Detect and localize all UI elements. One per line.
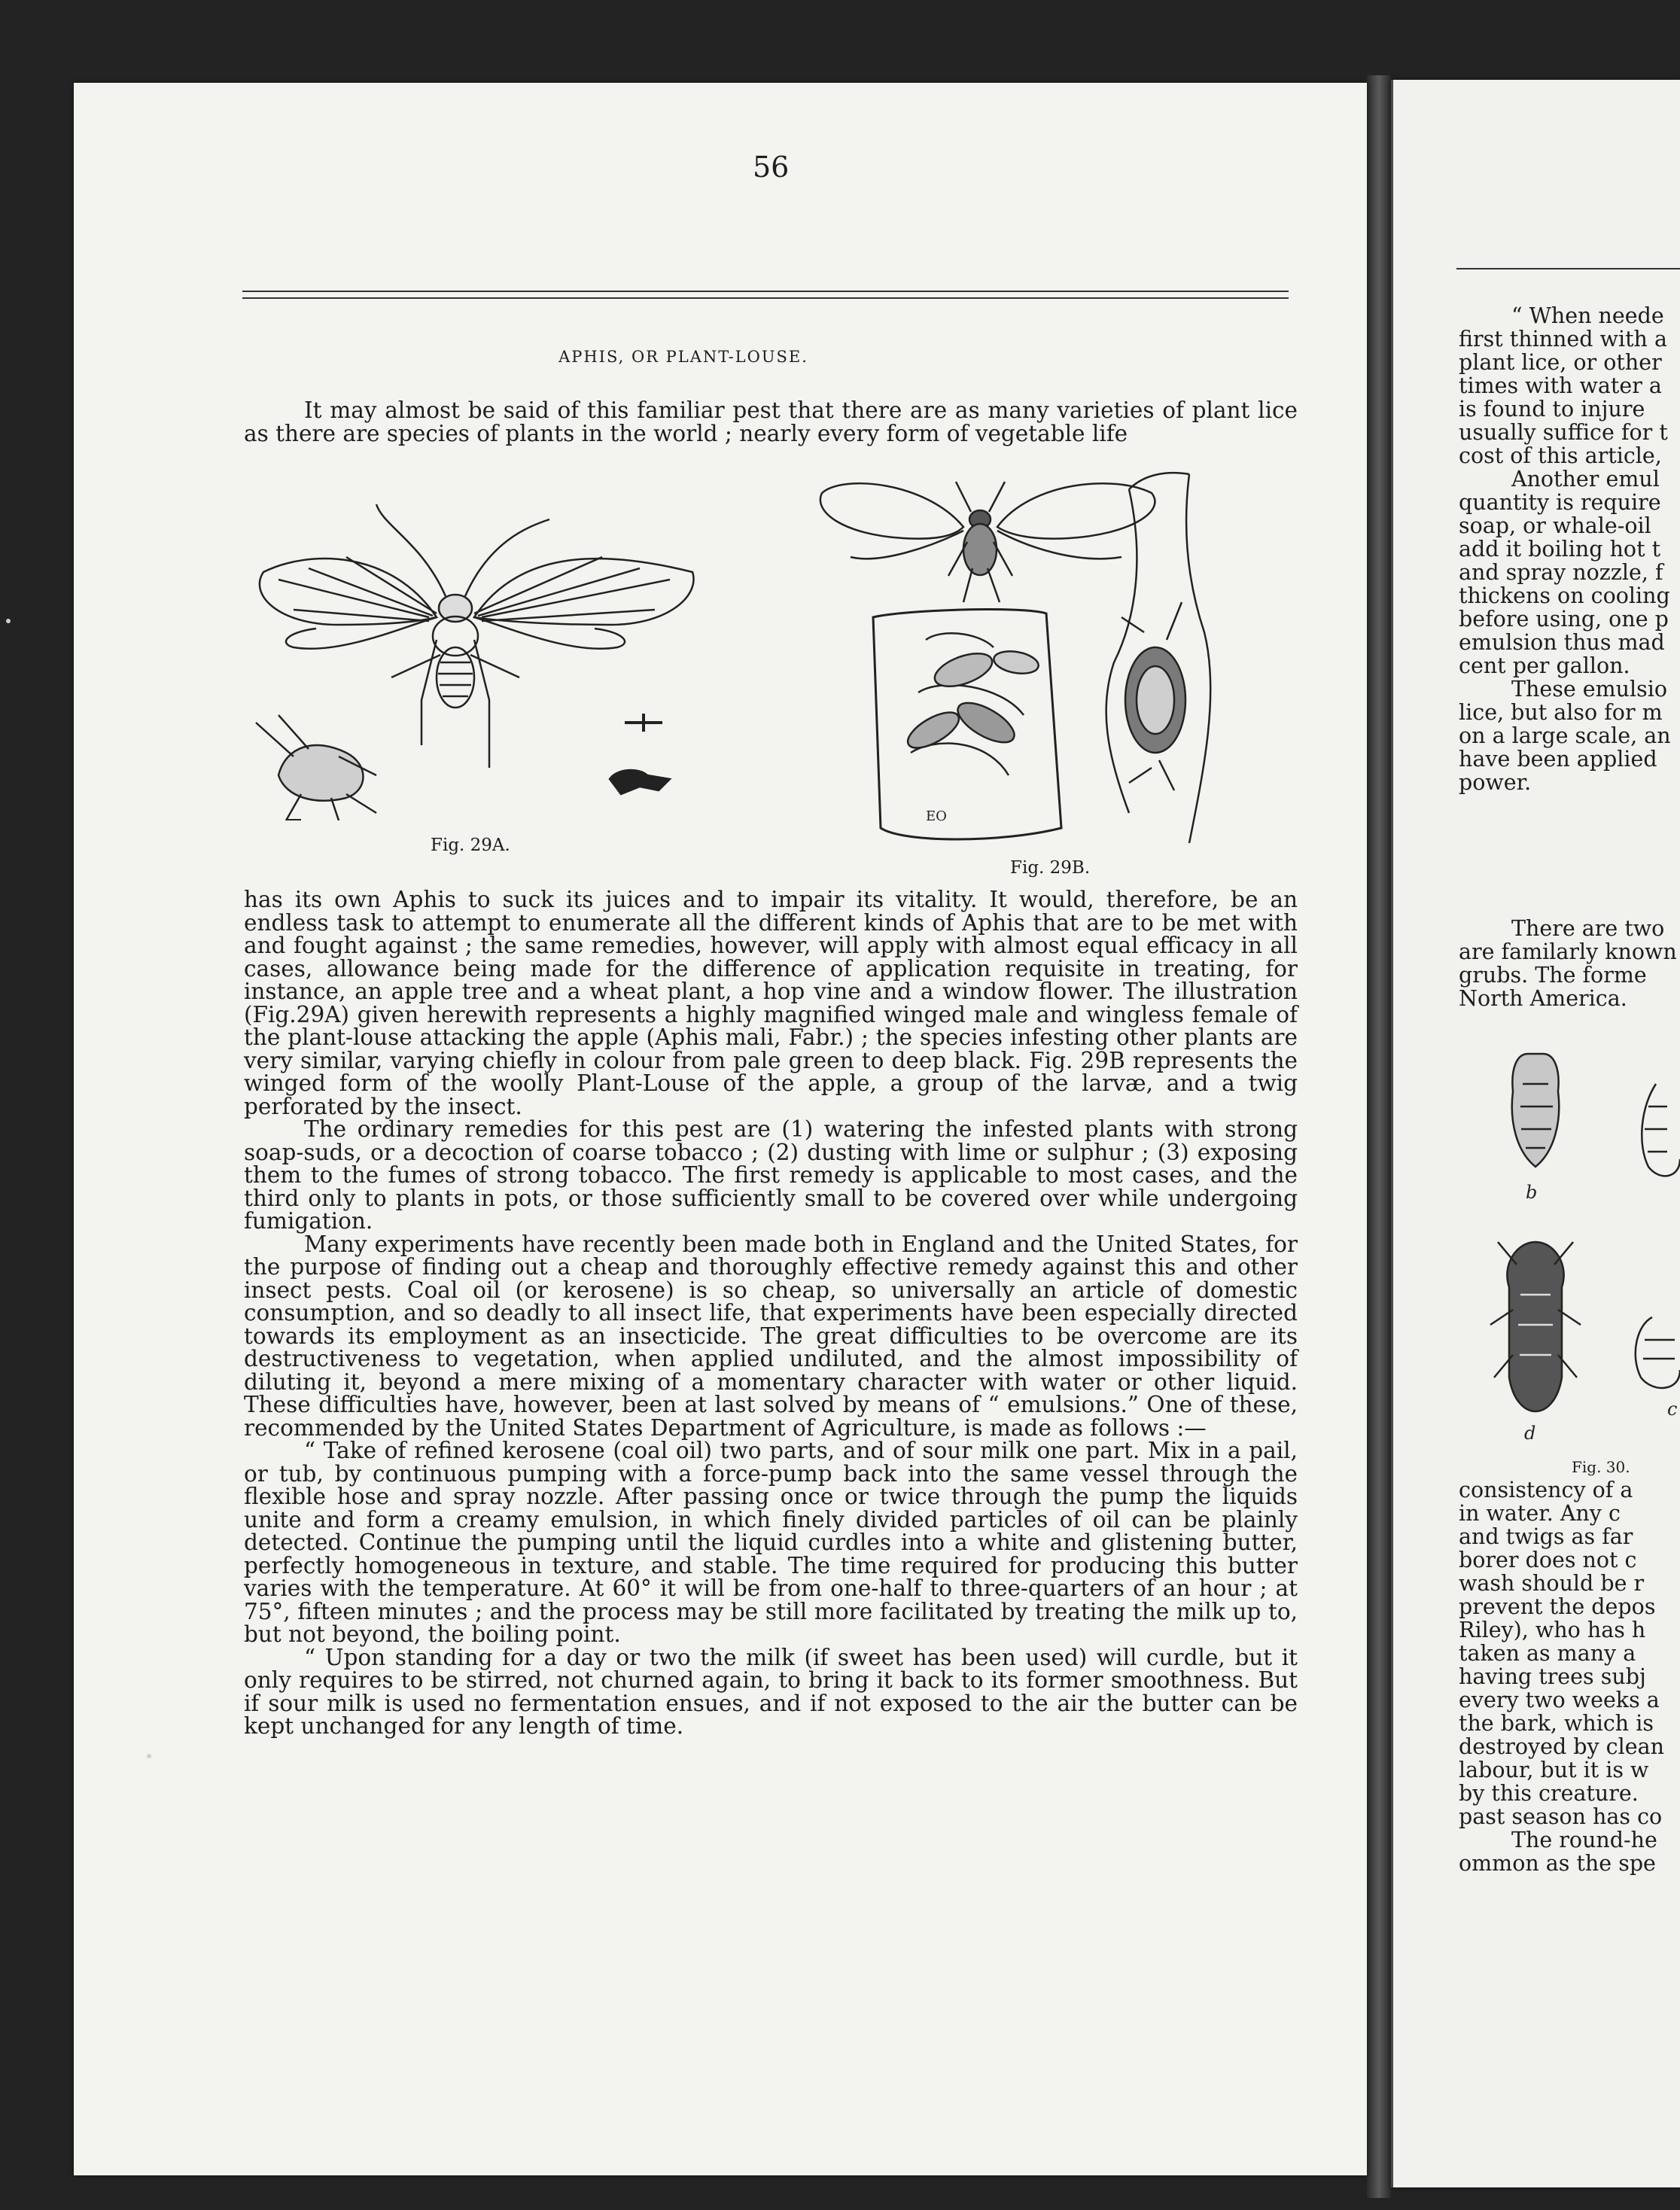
page-number: 56	[753, 151, 790, 184]
right-page-block-3	[1459, 1478, 1680, 1875]
figure-30-label-c: c	[1667, 1399, 1678, 1420]
figure-30-caption: Fig. 30.	[1572, 1458, 1630, 1476]
intro-text: It may almost be said of this familiar pest that there are as many varieties of plant lice as there are species of plants in the world ; nearly every form of vegetable life	[244, 397, 1298, 446]
right-line: borer does not c	[1459, 1548, 1637, 1572]
figure-29b-illustration	[813, 467, 1295, 851]
right-line: labour, but it is w	[1459, 1758, 1649, 1782]
margin-mark	[6, 619, 11, 623]
book-gutter	[1367, 75, 1391, 2198]
right-line: power.	[1459, 770, 1532, 794]
right-line: and spray nozzle, f	[1459, 560, 1663, 585]
right-line: first thinned with a	[1459, 327, 1667, 352]
header-rule	[242, 291, 1289, 292]
right-line: prevent the depos	[1459, 1594, 1656, 1619]
right-line: grubs. The forme	[1459, 963, 1647, 988]
figure-29a-caption: Fig. 29A.	[431, 836, 510, 855]
right-line: before using, one p	[1459, 607, 1669, 632]
right-line: destroyed by clean	[1459, 1734, 1664, 1759]
right-line: lice, but also for m	[1459, 700, 1663, 725]
right-line: emulsion thus mad	[1459, 630, 1665, 655]
right-line: There are two	[1511, 917, 1665, 941]
right-line: soap, or whale-oil	[1459, 513, 1651, 538]
paragraph-standing: “ Upon standing for a day or two the milk (if sweet has been used) will curdle, but it only requires to be stirred, not churned again, to bring it back to its former smoothness. But if sour milk is used no fermentation ensues, and if not exposed to the air the butter can be kept unchanged for any length of time.	[244, 1644, 1298, 1739]
figure-29b-mark: EO	[926, 808, 947, 824]
right-line: These emulsio	[1511, 677, 1668, 702]
right-line: usually suffice for t	[1459, 420, 1668, 445]
right-line: in water. Any c	[1459, 1501, 1621, 1526]
right-line: have been applied	[1459, 747, 1657, 772]
right-line: having trees subj	[1459, 1664, 1646, 1689]
figure-29a-illustration	[248, 497, 715, 820]
right-line: and twigs as far	[1459, 1524, 1633, 1549]
right-line: on a large scale, an	[1459, 723, 1671, 748]
right-line: “ When neede	[1511, 304, 1664, 328]
figure-30-illustration	[1487, 1039, 1680, 1445]
figure-29b-caption: Fig. 29B.	[1010, 858, 1091, 878]
paragraph-continuation: has its own Aphis to suck its juices and to impair its vitality. It would, therefore, be an endless task to attempt to enumerate all the different kinds of Aphis that are to be met with and fought against ; the same remedies, however, will apply with almost equal efficacy in all cases, allowance being made for the difference of application requisite in treating, for instance, an apple tree and a wheat plant, a hop vine and a window flower. The illustration (Fig.29A) given herewith represents a highly magnified winged male and wingless female of the plant-louse attacking the apple (Aphis mali, Fabr.) ; the species infesting other plants are very similar, varying chiefly in colour from pale green to deep black. Fig. 29B represents the winged form of the woolly Plant-Louse of the apple, a group of the larvæ, and a twig perforated by the insect.	[244, 887, 1298, 1119]
right-line: every two weeks a	[1459, 1688, 1660, 1712]
right-line: The round-he	[1511, 1828, 1657, 1852]
right-line: is found to injure	[1459, 397, 1645, 422]
paragraph-remedies: The ordinary remedies for this pest are (1) watering the infested plants with strong soap-suds, or a decoction of coarse tobacco ; (2) dusting with lime or sulphur ; (3) exposing them to the fumes of strong tobacco. The first remedy is applicable to most cases, and the third only to plants in pots, or those sufficiently small to be covered over while undergoing fumigation.	[244, 1116, 1298, 1234]
section-title: APHIS, OR PLANT-LOUSE.	[558, 348, 808, 366]
paragraph-kerosene-recipe: “ Take of refined kerosene (coal oil) two parts, and of sour milk one part. Mix in a pail, or tub, by continuous pumping with a force-pump back into the same vessel through the flexible hose and spray nozzle. After passing once or twice through the pump the liquids unite and form a creamy emulsion, in which finely divided particles of oil can be plainly detected. Continue the pumping until the liquid curdles into a white and glistening butter, perfectly homogeneous in texture, and stable. The time required for producing this butter varies with the temperature. At 60° it will be from one-half to three-quarters of an hour ; at 75°, fifteen minutes ; and the process may be still more facilitated by treating the milk up to, but not beyond, the boiling point.	[244, 1438, 1298, 1647]
paragraph-experiments: Many experiments have recently been made both in England and the United States, for the purpose of finding out a cheap and thoroughly effective remedy against this and other insect pests. Coal oil (or kerosene) is so cheap, so universally an article of domestic consumption, and so deadly to all insect life, that experiments have been especially directed towards its employment as an insecticide. The great difficulties to be overcome are its destructiveness to vegetation, when applied undiluted, and the almost impossibility of diluting it, beyond a mere mixing of a momentary character with water or other liquid. These difficulties have, however, been at last solved by means of “ emulsions.” One of these, recommended by the United States Department of Agriculture, is made as follows :—	[244, 1231, 1298, 1441]
intro-paragraph	[244, 399, 1298, 445]
right-line: are familarly known	[1459, 939, 1677, 964]
figure-30-label-b: b	[1526, 1182, 1538, 1203]
right-line: Riley), who has h	[1459, 1618, 1646, 1642]
right-line: the bark, which is	[1459, 1711, 1654, 1736]
right-line: cost of this article,	[1459, 443, 1662, 468]
right-line: cent per gallon.	[1459, 653, 1630, 678]
right-line: thickens on cooling	[1459, 583, 1670, 608]
right-line: wash should be r	[1459, 1571, 1645, 1596]
right-line: quantity is require	[1459, 490, 1661, 515]
header-rule-double	[242, 297, 1289, 299]
main-body-text	[244, 888, 1298, 1738]
right-line: past season has co	[1459, 1804, 1663, 1829]
right-line: consistency of a	[1459, 1478, 1633, 1502]
right-line: North America.	[1459, 986, 1627, 1010]
right-line: taken as many a	[1459, 1641, 1636, 1666]
right-header-rule	[1456, 268, 1680, 269]
right-line: times with water a	[1459, 373, 1662, 398]
right-line: plant lice, or other	[1459, 350, 1662, 375]
figure-30-label-d: d	[1524, 1423, 1536, 1444]
right-page-block-1	[1459, 304, 1680, 794]
right-line: add it boiling hot t	[1459, 537, 1661, 562]
right-line: Another emul	[1511, 467, 1660, 492]
margin-mark	[147, 1754, 151, 1758]
right-line: ommon as the spe	[1459, 1851, 1656, 1875]
right-page-block-2	[1459, 917, 1680, 1010]
right-line: by this creature.	[1459, 1781, 1639, 1806]
